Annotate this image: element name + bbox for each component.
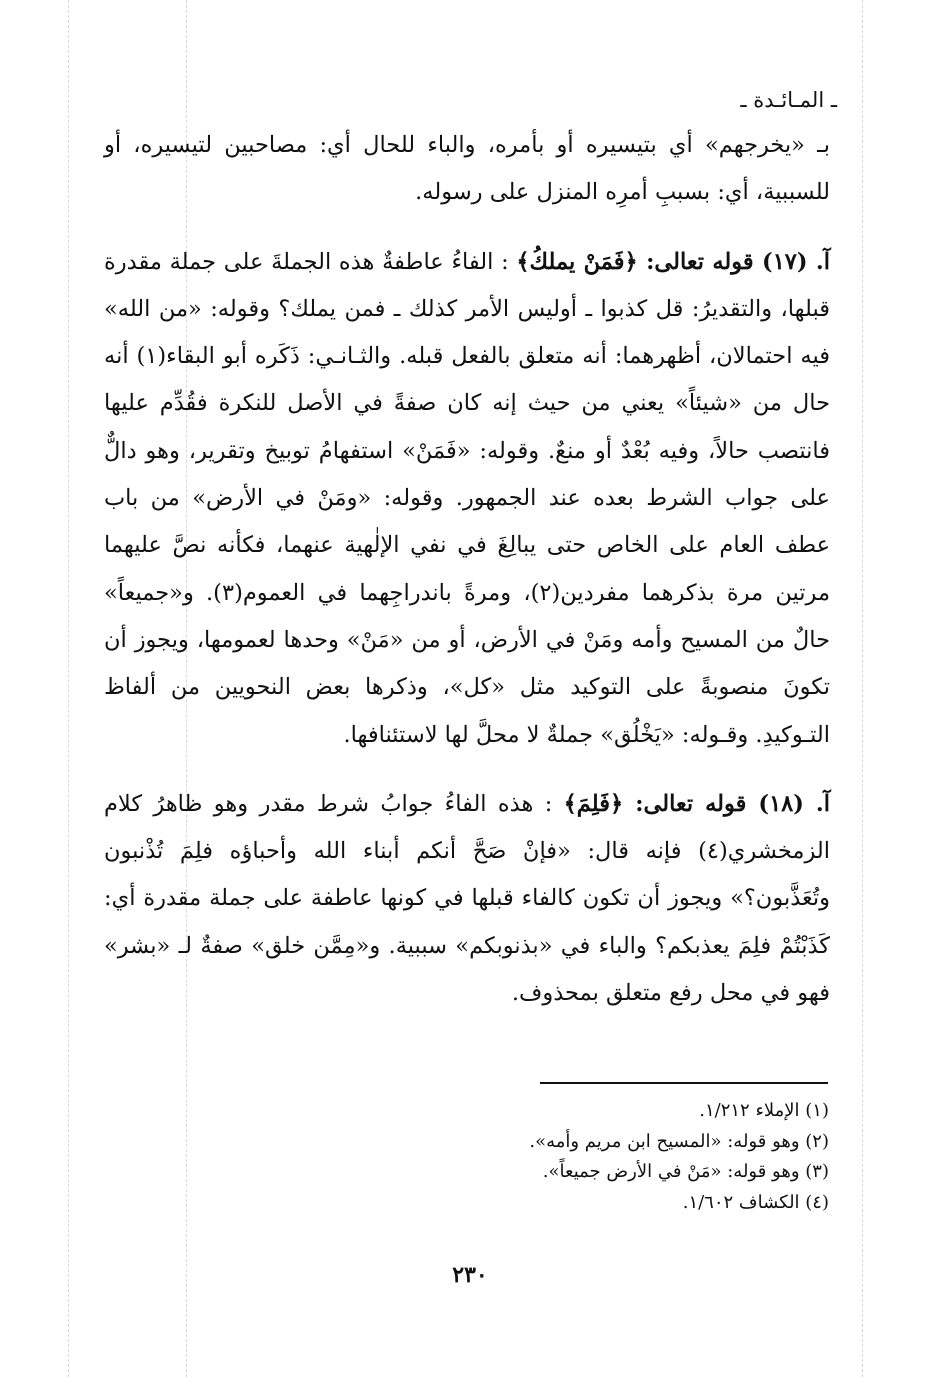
paragraph-text: بـ «يخرجهم» أي بتيسيره أو بأمره، والباء للحال أي: مصاحبين لتيسيره، أو للسببية، أي: بسببِ أمرِه المنزل على رسوله.: [104, 132, 830, 206]
paragraph-text: : هذه الفاءُ جوابُ شرط مقدر وهو ظاهرُ كلام الزمخشري(٤) فإنه قال: «فإنْ صَحَّ أنكم أبناء الله وأحباؤه فلِمَ تُذْنبون وتُعَذَّبون؟» ويجوز أن تكون كالفاء قبلها في كونها عاطفة على جملة مقدرة أي: كَذَبْتُمْ فلِمَ يعذبكم؟ والباء في «بذنوبكم» سببية. و«مِمَّن خلق» صفةٌ لـ «بشر» فهو في محل رفع متعلق بمحذوف.: [104, 790, 830, 1007]
page-number: ٢٣٠: [452, 1262, 488, 1288]
footnote: (١) الإملاء ١/٢١٢.: [699, 1100, 829, 1121]
scan-guide-line: [862, 0, 863, 1377]
footnote-divider: [540, 1082, 828, 1084]
verse-heading: آ. (١٧) قوله تعالى: ﴿فَمَنْ يملكُ﴾: [516, 248, 830, 275]
footnote: (٢) وهو قوله: «المسيح ابن مريم وأمه».: [529, 1130, 829, 1152]
main-text: [104, 122, 830, 1017]
paragraph-verse-18: [104, 781, 830, 1017]
paragraph-continuation: [104, 122, 830, 217]
paragraph-verse-17: [104, 239, 830, 759]
scan-guide-line: [68, 0, 69, 1377]
footnotes-list: [409, 1096, 829, 1218]
paragraph-text: : الفاءُ عاطفةٌ هذه الجملةَ على جملة مقدرة قبلها، والتقديرُ: قل كذبوا ـ أوليس الأمر كذلك ـ فمن يملك؟ وقوله: «من الله» فيه احتمالان، أظهرهما: أنه متعلق بالفعل قبله. والثـانـي: ذَكَره أبو البقاء(١) أنه حال من «شيئاً» يعني من حيث إنه كان صفةً في الأصل للنكرة فقُدِّم عليها فانتصب حالاً، وفيه بُعْدٌ أو منعٌ. وقوله: «فَمَنْ» استفهامُ توبيخ وتقرير، وهو دالٌّ على جواب الشرط بعده عند الجمهور. وقوله: «ومَنْ في الأرض» من باب عطف العام على الخاص حتى يبالِغَ في نفي الإلٰهية عنهما، فكأنه نصَّ عليهما مرتين مرة بذكرهما مفردين(٢)، ومرةً باندراجِهما في العموم(٣). و«جميعاً» حالٌ من المسيح وأمه ومَنْ في الأرض، أو من «مَنْ» وحدها لعمومها، ويجوز أن تكونَ منصوبةً على التوكيد مثل «كل»، وذكرها بعض النحويين من ألفاظ التـوكيدِ. وقـوله: «يَخْلُق» جملةٌ لا محلَّ لها لاستئنافها.: [104, 248, 830, 748]
running-head: ـ المـائـدة ـ: [740, 88, 837, 112]
footnote: (٤) الكشاف ١/٦٠٢.: [682, 1191, 829, 1213]
footnote: (٣) وهو قوله: «مَنْ في الأرض جميعاً».: [542, 1161, 829, 1182]
verse-heading: آ. (١٨) قوله تعالى: ﴿فَلِمَ﴾: [563, 790, 830, 817]
